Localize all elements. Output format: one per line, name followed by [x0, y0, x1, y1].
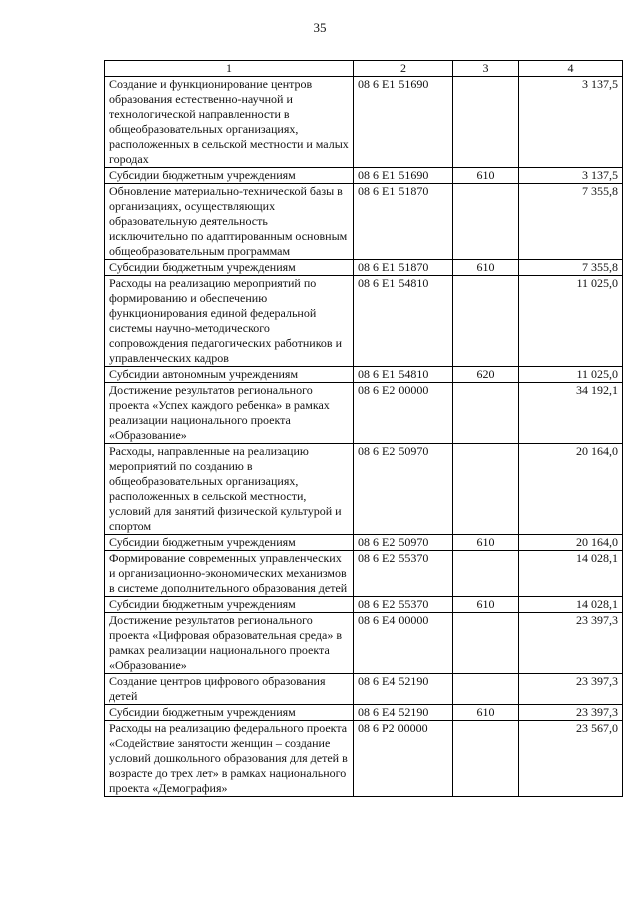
- row-name: Формирование современных управленческих и организационно-экономических механизмов в системе дополнительного образования детей: [105, 551, 354, 597]
- column-header: 2: [354, 61, 453, 77]
- table-row: [105, 705, 623, 721]
- table-row: [105, 367, 623, 383]
- row-name: Расходы на реализацию мероприятий по формированию и обеспечению функционирования единой федеральной системы научно-методического сопровождения педагогических работников и управленческих кадров: [105, 276, 354, 367]
- row-code: 08 6 E1 51690: [354, 168, 453, 184]
- table-row: [105, 613, 623, 674]
- table-row: [105, 77, 623, 168]
- table-row: [105, 551, 623, 597]
- row-expense-type: [453, 721, 519, 797]
- row-amount: 3 137,5: [519, 77, 623, 168]
- row-name: Расходы, направленные на реализацию мероприятий по созданию в общеобразовательных организациях, расположенных в сельской местности, условий для занятий физической культурой и спортом: [105, 444, 354, 535]
- row-name: Субсидии бюджетным учреждениям: [105, 705, 354, 721]
- table-row: [105, 260, 623, 276]
- table-row: [105, 383, 623, 444]
- row-amount: 14 028,1: [519, 551, 623, 597]
- row-code: 08 6 E4 52190: [354, 705, 453, 721]
- row-amount: 14 028,1: [519, 597, 623, 613]
- row-amount: 11 025,0: [519, 276, 623, 367]
- row-amount: 23 397,3: [519, 705, 623, 721]
- row-name: Расходы на реализацию федерального проекта «Содействие занятости женщин – создание условий дошкольного образования для детей в возрасте до трех лет» в рамках национального проекта «Демография»: [105, 721, 354, 797]
- row-name: Субсидии бюджетным учреждениям: [105, 260, 354, 276]
- row-amount: 3 137,5: [519, 168, 623, 184]
- row-expense-type: 610: [453, 705, 519, 721]
- row-amount: 11 025,0: [519, 367, 623, 383]
- row-amount: 23 567,0: [519, 721, 623, 797]
- row-expense-type: [453, 276, 519, 367]
- table-row: [105, 674, 623, 705]
- table-row: [105, 535, 623, 551]
- row-amount: 23 397,3: [519, 613, 623, 674]
- row-expense-type: 610: [453, 168, 519, 184]
- row-code: 08 6 E1 54810: [354, 276, 453, 367]
- row-expense-type: [453, 613, 519, 674]
- row-code: 08 6 E2 55370: [354, 597, 453, 613]
- row-amount: 7 355,8: [519, 184, 623, 260]
- row-name: Создание центров цифрового образования детей: [105, 674, 354, 705]
- column-header: 3: [453, 61, 519, 77]
- row-amount: 34 192,1: [519, 383, 623, 444]
- page-number: 35: [313, 20, 327, 35]
- row-expense-type: 610: [453, 260, 519, 276]
- row-expense-type: [453, 77, 519, 168]
- table-row: [105, 276, 623, 367]
- row-code: 08 6 E4 00000: [354, 613, 453, 674]
- row-name: Достижение результатов регионального проекта «Успех каждого ребенка» в рамках реализации национального проекта «Образование»: [105, 383, 354, 444]
- row-expense-type: 610: [453, 535, 519, 551]
- column-header: 4: [519, 61, 623, 77]
- row-code: 08 6 P2 00000: [354, 721, 453, 797]
- row-expense-type: [453, 184, 519, 260]
- row-name: Субсидии бюджетным учреждениям: [105, 535, 354, 551]
- row-name: Субсидии бюджетным учреждениям: [105, 168, 354, 184]
- row-code: 08 6 E1 51870: [354, 260, 453, 276]
- row-name: Субсидии бюджетным учреждениям: [105, 597, 354, 613]
- row-code: 08 6 E2 50970: [354, 444, 453, 535]
- row-code: 08 6 E2 00000: [354, 383, 453, 444]
- row-amount: 7 355,8: [519, 260, 623, 276]
- table-row: [105, 444, 623, 535]
- table-row: [105, 168, 623, 184]
- row-code: 08 6 E1 51870: [354, 184, 453, 260]
- table-row: [105, 597, 623, 613]
- row-name: Достижение результатов регионального проекта «Цифровая образовательная среда» в рамках реализации национального проекта «Образование»: [105, 613, 354, 674]
- table-row: [105, 721, 623, 797]
- row-code: 08 6 E4 52190: [354, 674, 453, 705]
- row-amount: 20 164,0: [519, 535, 623, 551]
- row-name: Субсидии автономным учреждениям: [105, 367, 354, 383]
- row-code: 08 6 E2 50970: [354, 535, 453, 551]
- row-code: 08 6 E1 54810: [354, 367, 453, 383]
- row-expense-type: [453, 383, 519, 444]
- column-header: 1: [105, 61, 354, 77]
- row-code: 08 6 E1 51690: [354, 77, 453, 168]
- row-expense-type: 610: [453, 597, 519, 613]
- row-name: Создание и функционирование центров образования естественно-научной и технологической направленности в общеобразовательных организациях, расположенных в сельской местности и малых городах: [105, 77, 354, 168]
- budget-table: [104, 60, 623, 797]
- table-row: [105, 184, 623, 260]
- table-header-row: [105, 61, 623, 77]
- row-expense-type: 620: [453, 367, 519, 383]
- row-amount: 23 397,3: [519, 674, 623, 705]
- row-code: 08 6 E2 55370: [354, 551, 453, 597]
- row-name: Обновление материально-технической базы в организациях, осуществляющих образовательную деятельность исключительно по адаптированным основным общеобразовательным программам: [105, 184, 354, 260]
- row-expense-type: [453, 674, 519, 705]
- row-amount: 20 164,0: [519, 444, 623, 535]
- row-expense-type: [453, 444, 519, 535]
- row-expense-type: [453, 551, 519, 597]
